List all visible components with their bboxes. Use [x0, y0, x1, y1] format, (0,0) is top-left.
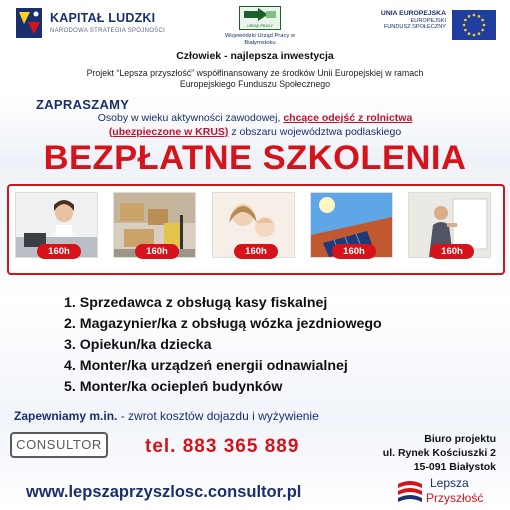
- lepsza-przyszlosc-icon: [396, 476, 426, 506]
- invite-heading: ZAPRASZAMY: [36, 97, 130, 112]
- wup-emblem: [239, 6, 281, 30]
- intro-text: [40, 112, 470, 139]
- hours-badge: 160h: [37, 244, 81, 259]
- project-description: Projekt “Lepsza przyszłość” współfinansowany ze środków Unii Europejskiej w ramach Europejskiego Funduszu Społecznego: [86, 68, 424, 89]
- office-title: Biuro projektu: [424, 433, 496, 445]
- lepsza-przyszlosc-logo: [396, 476, 490, 506]
- hours-badge: 160h: [135, 244, 179, 259]
- lepsza-logo-line1: Lepsza: [430, 476, 469, 490]
- phone-number[interactable]: tel. 883 365 889: [145, 436, 300, 457]
- guarantee-label: Zapewniamy m.in.: [14, 409, 118, 423]
- list-item: 5. Monter/ka ociepleń budynków: [64, 379, 283, 395]
- eu-line2: EUROPEJSKI: [410, 17, 446, 24]
- hours-badge: 160h: [332, 244, 376, 259]
- intro-before: Osoby w wieku aktywności zawodowej,: [97, 112, 281, 124]
- intro-highlight-2: (ubezpieczone w KRUS): [108, 125, 229, 138]
- intro-after: z obszaru województwa podlaskiego: [231, 125, 402, 138]
- list-item: 4. Monter/ka urządzeń energii odnawialnej: [64, 358, 348, 374]
- consultor-logo: CONSULTOR: [10, 432, 108, 458]
- kapital-ludzki-icon: [14, 6, 44, 40]
- photo-strip: [7, 184, 505, 275]
- headline: BEZPŁATNE SZKOLENIA: [43, 139, 467, 177]
- kapital-ludzki-subtitle: NARODOWA STRATEGIA SPÓJNOŚCI: [50, 27, 166, 34]
- office-street: ul. Rynek Kościuszki 2: [382, 447, 496, 460]
- wup-logo: [214, 6, 306, 47]
- office-address: [383, 432, 496, 475]
- kapital-ludzki-title: KAPITAŁ LUDZKI: [50, 11, 156, 26]
- website-link[interactable]: www.lepszaprzyszlosc.consultor.pl: [26, 483, 302, 501]
- list-item: 2. Magazynier/ka z obsługą wózka jezdniowego: [64, 316, 382, 332]
- slogan: Człowiek - najlepsza inwestycja: [176, 50, 334, 62]
- arrow-icon: [240, 7, 280, 22]
- eu-line3: FUNDUSZ SPOŁECZNY: [383, 24, 446, 31]
- guarantee-text: - zwrot kosztów dojazdu i wyżywienie: [117, 409, 319, 423]
- list-item: 3. Opiekun/ka dziecka: [64, 337, 212, 353]
- guarantee-line: [14, 409, 319, 423]
- list-item: 1. Sprzedawca z obsługą kasy fiskalnej: [64, 295, 328, 311]
- lepsza-logo-line2: Przyszłość: [426, 491, 484, 505]
- eu-logo: [381, 10, 496, 40]
- kapital-ludzki-logo: [14, 6, 165, 40]
- wup-logo-text: URZĄD PRACY: [247, 24, 273, 28]
- office-city: 15-091 Białystok: [413, 461, 496, 474]
- wup-caption: Wojewódzki Urząd Pracy w Białymstoku: [224, 33, 296, 46]
- hours-badge: 160h: [234, 244, 278, 259]
- header: [0, 0, 510, 46]
- eu-title: UNIA EUROPEJSKA: [380, 10, 446, 17]
- course-list: [64, 293, 382, 398]
- hours-badge: 160h: [430, 244, 474, 259]
- intro-highlight-1: chcące odejść z rolnictwa: [283, 112, 413, 124]
- eu-flag-icon: [452, 10, 496, 40]
